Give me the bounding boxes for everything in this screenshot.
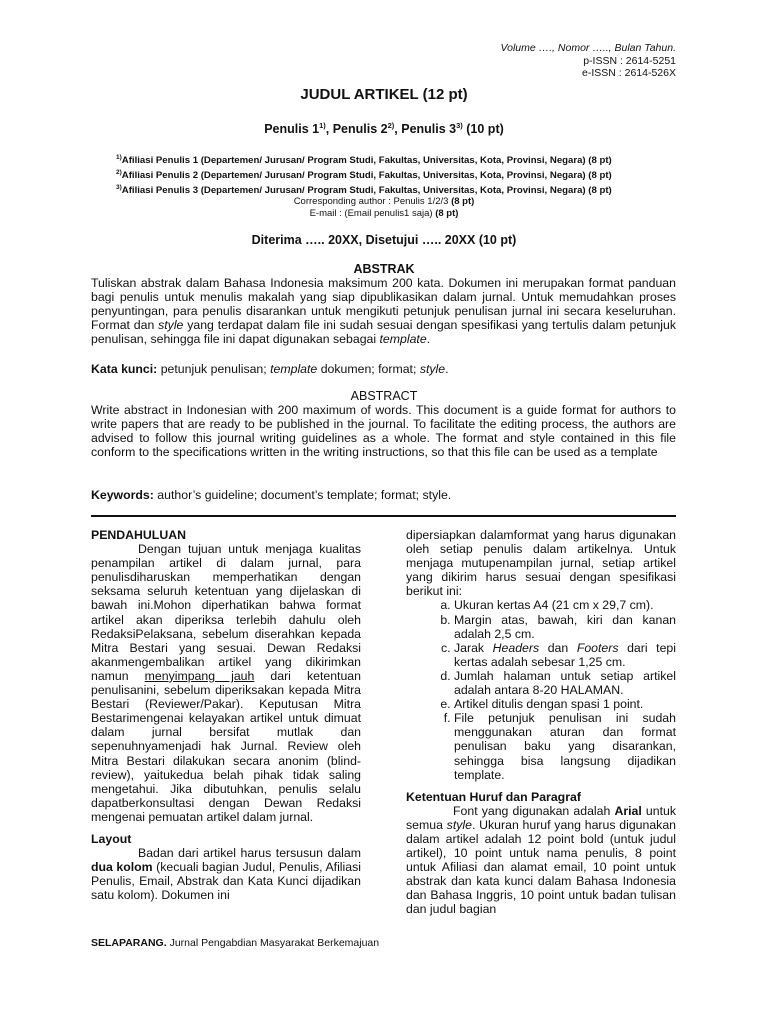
keywords (91, 488, 676, 502)
abstrak-part-2: yang terdapat dalam file ini sudah sesuai dengan spesifikasi yang tertulis dalam petunjuk penulisan, sehingga file ini dapat digunakan sebagai (91, 318, 677, 347)
font-part: . Ukuran huruf yang harus digunakan dalam artikel adalah 12 point bold (untuk judul artikel), 10 point untuk nama penulis, 8 point untuk Afiliasi dan alamat email, 10 point untuk abstrak dan kata kunci dalam Bahasa Indonesia dan Bahasa Inggris, 10 point untuk badan tulisan dan judul bagian (406, 817, 676, 917)
author-1: Penulis 1 (264, 122, 320, 137)
spacer (91, 824, 361, 832)
keywords-label: Keywords: (91, 488, 154, 502)
email-label: E-mail : (Email penulis1 saja) (309, 208, 436, 219)
font-arial: Arial (614, 803, 642, 818)
author-2: , Penulis 2 (325, 122, 388, 137)
corresponding-author (0, 196, 768, 208)
abstrak-text (91, 276, 676, 346)
abstrak-part-1: Tuliskan abstrak dalam Bahasa Indonesia maksimum 200 kata. Dokumen ini merupakan format panduan bagi penulis untuk menulis makalah yang siap dipublikasikan dalam jurnal. Untuk memudahkan proses penyuntingan, para penulis disarankan untuk mengikuti petunjuk penulisan jurnal ini secara keseluruhan. Format dan (91, 276, 676, 333)
spec-item-c-part: Jarak (454, 640, 493, 655)
layout-bold: dua kolom (91, 860, 153, 875)
spec-item-c-headers: Headers (492, 640, 540, 655)
spec-item-a: a. Ukuran kertas A4 (21 cm x 29,7 cm). (454, 598, 676, 612)
email-size: (8 pt) (435, 208, 459, 219)
pendahuluan-text (91, 542, 361, 824)
pendahuluan-underlined: menyimpang jauh (144, 668, 255, 683)
spec-item-c (454, 641, 676, 669)
abstrak-template-word: template (379, 332, 427, 347)
author-2-mark: 2) (387, 121, 395, 130)
layout-heading: Layout (91, 831, 132, 846)
font-heading: Ketentuan Huruf dan Paragraf (406, 789, 581, 804)
spec-item-b: b. Margin atas, bawah, kiri dan kanan adalah 2,5 cm. (454, 613, 676, 641)
issue-metadata (501, 42, 676, 80)
article-title: JUDUL ARTIKEL (12 pt) (300, 86, 468, 103)
correspondence (0, 196, 768, 220)
abstrak-part-3: . (426, 332, 431, 347)
spec-item-c-footers: Footers (576, 640, 619, 655)
affiliation-1 (116, 152, 612, 167)
author-line (0, 121, 768, 136)
affiliation-text: Afiliasi Penulis 2 (Departemen/ Jurusan/ Program Studi, Fakultas, Universitas, Kota, Provinsi, Negara) (8 pt) (121, 170, 612, 182)
spec-item-c-part: dan (539, 640, 577, 655)
corresponding-author-label: Corresponding author : Penulis 1/2/3 (293, 196, 452, 207)
spec-list (406, 598, 676, 781)
right-column (406, 528, 676, 917)
author-size-note: (10 pt) (462, 122, 504, 137)
p-issn: p-ISSN : 2614-5251 (583, 54, 676, 67)
layout-part: Badan dari artikel harus tersusun dalam (138, 846, 361, 861)
affiliation-text: Afiliasi Penulis 1 (Departemen/ Jurusan/ Program Studi, Fakultas, Universitas, Kota, Provinsi, Negara) (8 pt) (121, 155, 612, 167)
abstract-heading: ABSTRACT (350, 389, 418, 403)
affiliation-mark: 3) (116, 183, 122, 191)
affiliation-3 (116, 182, 612, 197)
affiliations (116, 152, 612, 197)
spec-item-e: e. Artikel ditulis dengan spasi 1 point. (454, 697, 676, 711)
journal-subtitle: Jurnal Pengabdian Masyarakat Berkemajuan (166, 937, 380, 949)
spec-item-c-part: dari tepi kertas adalah sebesar 1,25 cm. (454, 640, 676, 669)
kata-kunci-style: style (419, 362, 446, 376)
kata-kunci-part: petunjuk penulisan; (157, 362, 271, 376)
font-part: Font yang digunakan adalah (453, 803, 615, 818)
layout-text (91, 846, 361, 902)
corresponding-author-size: (8 pt) (451, 196, 475, 207)
journal-name: SELAPARANG. (91, 937, 167, 949)
section-divider (91, 515, 676, 517)
e-issn: e-ISSN : 2614-526X (582, 67, 676, 79)
abstract-text: Write abstract in Indonesian with 200 maximum of words. This document is a guide format for authors to write papers that are ready to be published in the journal. To facilitate the editing process, the authors are advised to follow this journal writing guidelines as a whole. The format and style contained in this file conform to the specifications written in the writing instructions, so that this file can be used as a template (91, 403, 676, 460)
kata-kunci-part: . (445, 362, 449, 376)
left-column (91, 528, 361, 902)
affiliation-text: Afiliasi Penulis 3 (Departemen/ Jurusan/ Program Studi, Fakultas, Universitas, Kota, Provinsi, Negara) (8 pt) (121, 185, 612, 197)
font-text (406, 804, 676, 917)
layout-part: (kecuali bagian Judul, Penulis, Afiliasi Penulis, Email, Abstrak dan Kata Kunci dijadikan satu kolom). Dokumen ini (91, 860, 361, 903)
pendahuluan-part: Dengan tujuan untuk menjaga kualitas penampilan artikel di dalam jurnal, para penulisdiharuskan memperhatikan dengan seksama seluruh ketentuan yang dijelaskan di bawah ini.Mohon diperhatikan bahwa format artikel akan diperiksa terlebih dahulu oleh RedaksiPelaksana, sebelum diserahkan kepada Mitra Bestari yang sesuai. Dewan Redaksi akanmengembalikan artikel yang dikirimkan namun (91, 542, 361, 683)
abstrak-style-word: style (158, 318, 184, 333)
spacer (406, 782, 676, 790)
kata-kunci (91, 362, 676, 376)
journal-footer (91, 937, 379, 949)
kata-kunci-part: dokumen; format; (317, 362, 420, 376)
author-3-mark: 3) (456, 121, 463, 130)
submission-dates: Diterima ….. 20XX, Disetujui ….. 20XX (10 pt) (251, 233, 517, 247)
affiliation-mark: 2) (116, 168, 122, 176)
corresponding-email (0, 208, 768, 220)
kata-kunci-label: Kata kunci: (91, 362, 158, 376)
pendahuluan-heading: PENDAHULUAN (91, 528, 186, 542)
spec-item-d: d. Jumlah halaman untuk setiap artikel adalah antara 8-20 HALAMAN. (454, 669, 676, 697)
abstrak-heading: ABSTRAK (353, 262, 415, 276)
affiliation-mark: 1) (116, 154, 122, 161)
font-style: style (446, 817, 472, 832)
spec-intro: dipersiapkan dalamformat yang harus digunakan oleh setiap penulis dalam artikelnya. Untuk menjaga mutupenampilan jurnal, setiap artikel yang dikirim harus sesuai dengan spesifikasi berikut ini: (406, 528, 676, 599)
spec-item-f: f. File petunjuk penulisan ini sudah menggunakan aturan dan format penulisan baku yang disarankan, sehingga bisa langsung dijadikan template. (454, 711, 676, 781)
author-1-mark: 1) (319, 121, 326, 130)
kata-kunci-template: template (270, 362, 318, 376)
font-part: untuk semua (406, 803, 677, 832)
volume-line: Volume …., Nomor ….., Bulan Tahun. (500, 42, 676, 54)
author-3: , Penulis 3 (394, 122, 457, 137)
affiliation-2 (116, 167, 612, 182)
keywords-text: author’s guideline; document’s template; format; style. (153, 488, 452, 502)
pendahuluan-part: dari ketentuan penulisanini, sebelum diperiksakan kepada Mitra Bestari (Reviewer/Pakar). Keputusan Mitra Bestarimengenai kelayakan artikel untuk dimuat dalam jurnal bersifat mutlak dan sepenuhnyamenjadi hak Jurnal. Review oleh Mitra Bestari dilakukan secara anonim (blind-review), yaitukedua belah pihak tidak saling mengetahui. Jika dibutuhkan, penulis selalu dapatberkonsultasi dengan Dewan Redaksi mengenai pemuatan artikel dalam jurnal. (91, 668, 361, 824)
